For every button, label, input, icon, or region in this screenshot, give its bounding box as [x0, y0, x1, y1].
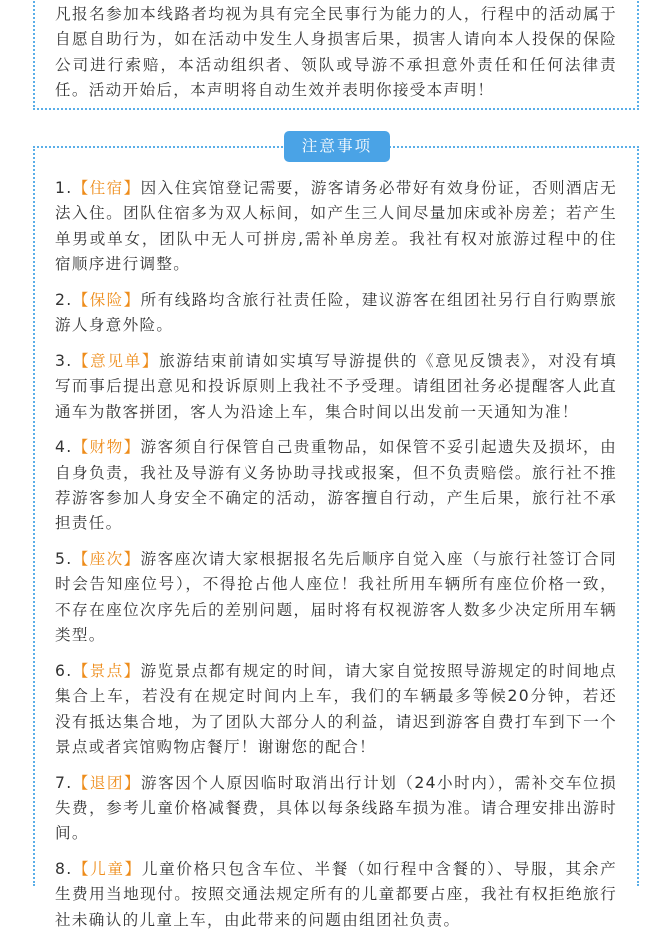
item-bracket-open: 【 [72, 179, 90, 197]
item-bracket-open: 【 [72, 661, 90, 680]
item-bracket-close: 】 [123, 438, 141, 457]
item-keyword: 意见单 [90, 351, 142, 370]
item-number: 6. [55, 661, 73, 680]
item-bracket-open: 【 [72, 860, 91, 879]
item-number: 8. [55, 860, 73, 879]
notice-item [55, 288, 617, 339]
item-number: 3. [55, 351, 73, 370]
item-number: 4. [55, 438, 73, 457]
item-keyword: 景点 [89, 661, 124, 680]
notice-item [55, 176, 617, 278]
item-bracket-open: 【 [72, 290, 90, 309]
item-keyword: 退团 [89, 773, 124, 792]
notice-item [55, 547, 617, 649]
item-bracket-close: 】 [141, 351, 160, 370]
item-text: 因入住宾馆登记需要，游客请务必带好有效身份证，否则酒店无法入住。团队住宿多为双人标间，如产生三人间尽量加床或补房差；若产生单男或单女，团队中无人可拼房,需补单房差。我社有权对旅游过程中的住宿顺序进行调整。 [55, 179, 617, 274]
item-number: 1. [55, 179, 73, 197]
notice-item [55, 435, 617, 537]
item-bracket-close: 】 [123, 179, 141, 197]
item-text: 游览景点都有规定的时间，请大家自觉按照导游规定的时间地点集合上车，若没有在规定时间内上车，我们的车辆最多等候20分钟，若还没有抵达集合地，为了团队大部分人的利益，请迟到游客自费打车到下一个景点或者宾馆购物店餐厅！谢谢您的配合！ [55, 661, 617, 757]
item-keyword: 座次 [89, 550, 124, 569]
item-bracket-open: 【 [72, 438, 90, 457]
notice-item [55, 771, 617, 847]
notice-item [55, 659, 617, 761]
item-number: 2. [55, 290, 73, 309]
item-bracket-close: 】 [123, 773, 142, 792]
notice-item [55, 349, 617, 425]
item-bracket-close: 】 [124, 860, 142, 879]
item-keyword: 儿童 [90, 860, 125, 879]
item-text: 游客座次请大家根据报名先后顺序自觉入座（与旅行社签订合同时会告知座位号），不得抢占他人座位！我社所用车辆所有座位价格一致，不存在座位次序先后的差别问题，届时将有权视游客人数多少决定所用车辆类型。 [55, 550, 617, 645]
item-text: 儿童价格只包含车位、半餐（如行程中含餐的）、导服，其余产生费用当地现付。按照交通法规定所有的儿童都要占座，我社有权拒绝旅行社未确认的儿童上车，由此带来的问题由组团社负责。 [55, 860, 617, 929]
disclaimer-text: 凡报名参加本线路者均视为具有完全民事行为能力的人，行程中的活动属于自愿自助行为，如在活动中发生人身损害后果，损害人请向本人投保的保险公司进行索赔，本活动组织者、领队或导游不承担意外责任和任何法律责任。活动开始后，本声明将自动生效并表明你接受本声明！ [55, 5, 617, 100]
disclaimer-box [33, 0, 639, 110]
item-bracket-open: 【 [72, 550, 90, 569]
item-text: 游客须自行保管自己贵重物品，如保管不妥引起遗失及损坏，由自身负责，我社及导游有义务协助寻找或报案，但不负责赔偿。旅行社不推荐游客参加人身安全不确定的活动，游客擅自行动，产生后果，旅行社不承担责任。 [55, 438, 617, 533]
item-bracket-close: 】 [123, 661, 141, 680]
item-bracket-open: 【 [72, 773, 90, 792]
item-keyword: 住宿 [89, 179, 124, 197]
item-text: 游客因个人原因临时取消出行计划（24小时内），需补交车位损失费，参考儿童价格减餐费，具体以每条线路车损为准。请合理安排出游时间。 [55, 773, 617, 843]
item-bracket-open: 【 [72, 351, 91, 370]
item-text: 所有线路均含旅行社责任险，建议游客在组团社另行自行购票旅游人身意外险。 [55, 290, 617, 335]
item-bracket-close: 】 [123, 550, 141, 569]
item-number: 7. [55, 773, 73, 792]
item-keyword: 保险 [89, 290, 124, 309]
notice-box [33, 146, 639, 929]
notice-title: 注意事项 [284, 131, 390, 162]
item-number: 5. [55, 550, 73, 569]
item-keyword: 财物 [89, 438, 124, 457]
item-text: 旅游结束前请如实填写导游提供的《意见反馈表》，对没有填写而事后提出意见和投诉原则上我社不予受理。请组团社务必提醒客人此直通车为散客拼团，客人为沿途上车，集合时间以出发前一天通知为准！ [55, 351, 617, 421]
item-bracket-close: 】 [123, 290, 141, 309]
notice-item [55, 857, 617, 933]
